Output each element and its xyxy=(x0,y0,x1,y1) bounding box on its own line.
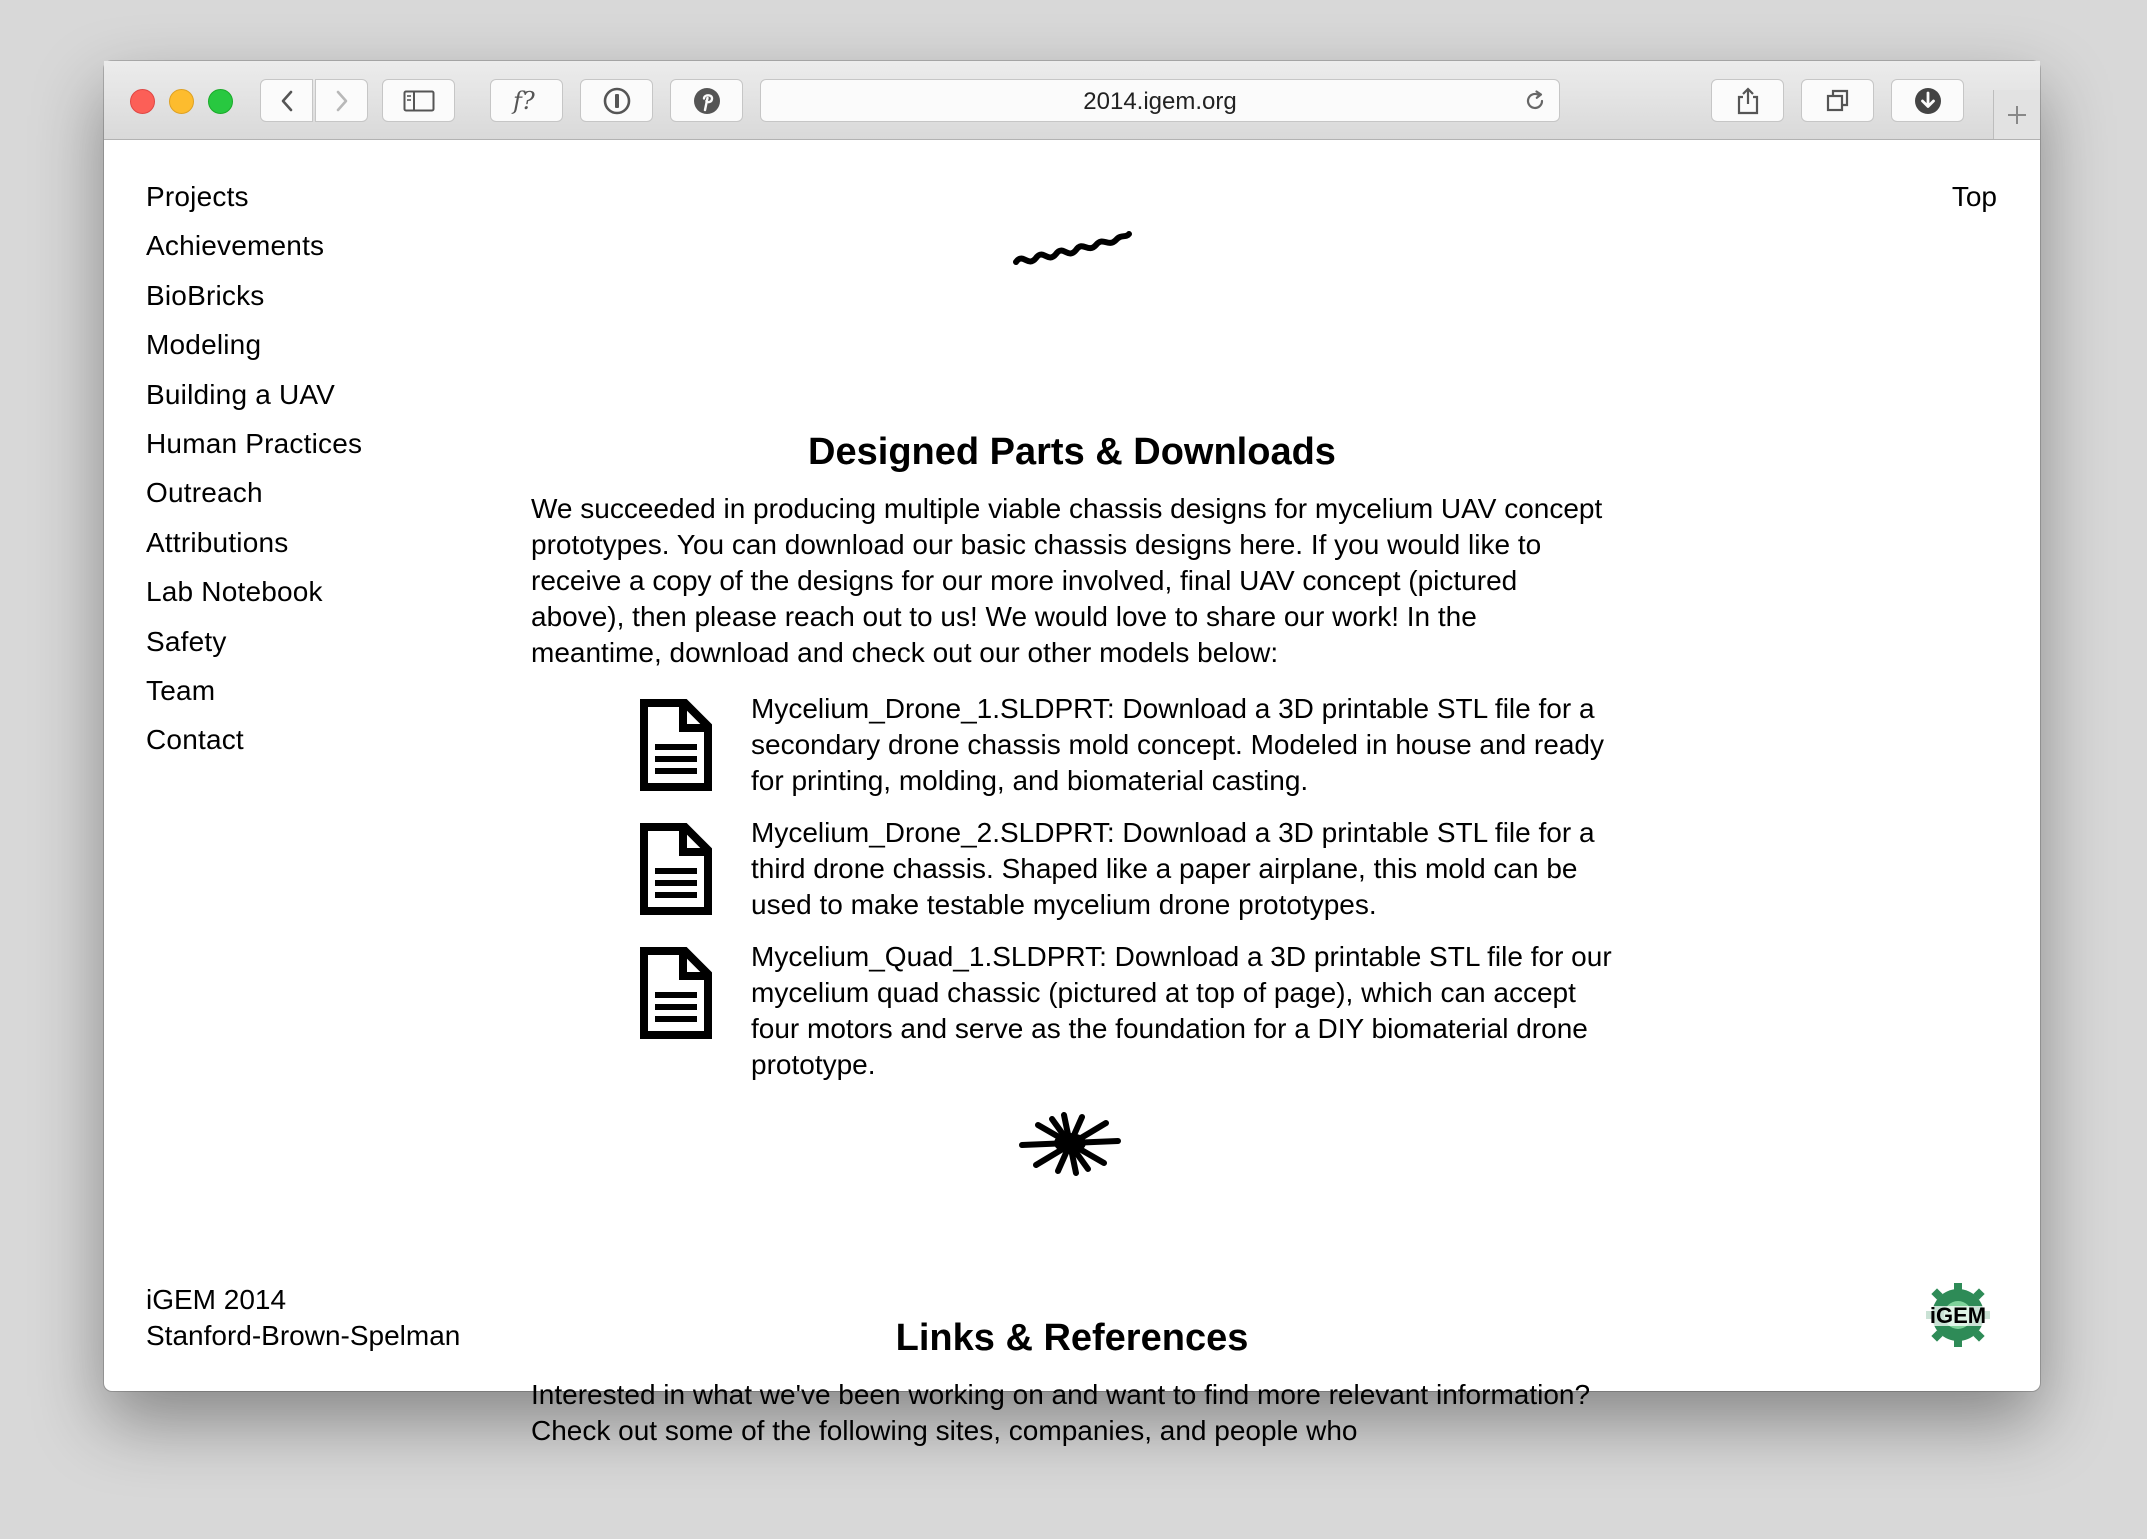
download-description: Mycelium_Quad_1.SLDPRT: Download a 3D printable STL file for our mycelium quad chassic (pictured at top of page), which can accept four motors and serve as the foundation for a DIY biomaterial drone prototype. xyxy=(751,941,1612,1080)
browser-toolbar xyxy=(104,61,2040,140)
squiggle-divider-icon xyxy=(1011,222,1136,272)
sidebar-item-modeling[interactable]: Modeling xyxy=(146,329,262,361)
footer-line-1: iGEM 2014 xyxy=(146,1284,287,1315)
sidebar-nav xyxy=(146,172,362,765)
tabs-overview-button[interactable] xyxy=(1801,79,1874,122)
sidebar-item-building-a-uav[interactable]: Building a UAV xyxy=(146,378,336,410)
igem-logo-text: iGEM xyxy=(1929,1303,1987,1328)
svg-text:f?: f? xyxy=(512,86,535,115)
download-item xyxy=(639,691,1613,811)
download-item xyxy=(639,939,1613,1089)
sidebar-item-human-practices[interactable]: Human Practices xyxy=(146,428,363,460)
minimize-window-button[interactable] xyxy=(169,89,194,114)
close-window-button[interactable] xyxy=(130,89,155,114)
sidebar-item-projects[interactable]: Projects xyxy=(146,181,249,212)
plus-icon xyxy=(2005,103,2029,127)
section-intro-links-references: Interested in what we've been working on and want to find more relevant information? Check out some of the following sites, companies, and people who xyxy=(531,1379,1591,1446)
document-icon[interactable] xyxy=(639,947,713,1039)
url-text: 2014.igem.org xyxy=(1083,88,1237,115)
download-description: Mycelium_Drone_2.SLDPRT: Download a 3D printable STL file for a third drone chassis. Shaped like a paper airplane, this mold can be used to make testable mycelium drone prototypes. xyxy=(751,817,1595,920)
downloads-button[interactable] xyxy=(1891,79,1964,122)
address-bar[interactable] xyxy=(760,79,1560,122)
font-icon xyxy=(509,86,545,116)
sidebar-item-biobricks[interactable]: BioBricks xyxy=(146,279,265,311)
sidebar-item-safety[interactable]: Safety xyxy=(146,625,227,657)
share-button[interactable] xyxy=(1711,79,1784,122)
document-icon[interactable] xyxy=(639,699,713,791)
section-title-links-references: Links & References xyxy=(895,1317,1249,1359)
sidebar-item-outreach[interactable]: Outreach xyxy=(146,477,263,509)
pinterest-icon xyxy=(692,86,722,116)
pinterest-button[interactable] xyxy=(670,79,743,122)
share-icon xyxy=(1735,86,1761,116)
sidebar-item-lab-notebook[interactable]: Lab Notebook xyxy=(146,576,323,608)
chevron-left-icon xyxy=(280,89,294,113)
reload-icon[interactable] xyxy=(1523,89,1547,113)
top-link[interactable]: Top xyxy=(1951,181,1997,212)
browser-window xyxy=(104,61,2040,1446)
igem-logo[interactable] xyxy=(1914,1280,2002,1350)
font-button[interactable] xyxy=(490,79,563,122)
download-icon xyxy=(1913,86,1943,116)
sidebar-item-achievements[interactable]: Achievements xyxy=(146,230,325,262)
onepassword-icon xyxy=(602,86,632,116)
section-intro-designed-parts: We succeeded in producing multiple viable chassis designs for mycelium UAV concept prototypes. You can download our basic chassis designs here. If you would like to receive a copy of the designs for our more involved, final UAV concept (pictured above), then please reach out to us! We would love to share our work! In the meantime, download and check out our other models below: xyxy=(531,493,1603,668)
sidebar-icon xyxy=(403,89,435,113)
zoom-window-button[interactable] xyxy=(208,89,233,114)
new-tab-button[interactable] xyxy=(1993,90,2040,139)
download-item xyxy=(639,815,1613,935)
sidebar-item-team[interactable]: Team xyxy=(146,675,216,707)
download-description: Mycelium_Drone_1.SLDPRT: Download a 3D printable STL file for a secondary drone chassis mold concept. Modeled in house and ready for printing, molding, and biomaterial casting. xyxy=(751,693,1604,796)
document-icon[interactable] xyxy=(639,823,713,915)
sidebar-toggle-button[interactable] xyxy=(382,79,455,122)
forward-button[interactable] xyxy=(315,79,368,122)
chevron-right-icon xyxy=(335,89,349,113)
sidebar-item-attributions[interactable]: Attributions xyxy=(146,526,289,558)
footer-team-name xyxy=(146,1282,460,1354)
back-button[interactable] xyxy=(260,79,313,122)
footer-line-2: Stanford-Brown-Spelman xyxy=(146,1320,461,1351)
tabs-icon xyxy=(1824,87,1852,115)
page-content xyxy=(104,140,2040,1446)
section-title-designed-parts: Designed Parts & Downloads xyxy=(808,431,1336,473)
sidebar-item-contact[interactable]: Contact xyxy=(146,724,244,756)
password-manager-button[interactable] xyxy=(580,79,653,122)
starburst-divider-icon xyxy=(1018,1111,1123,1176)
